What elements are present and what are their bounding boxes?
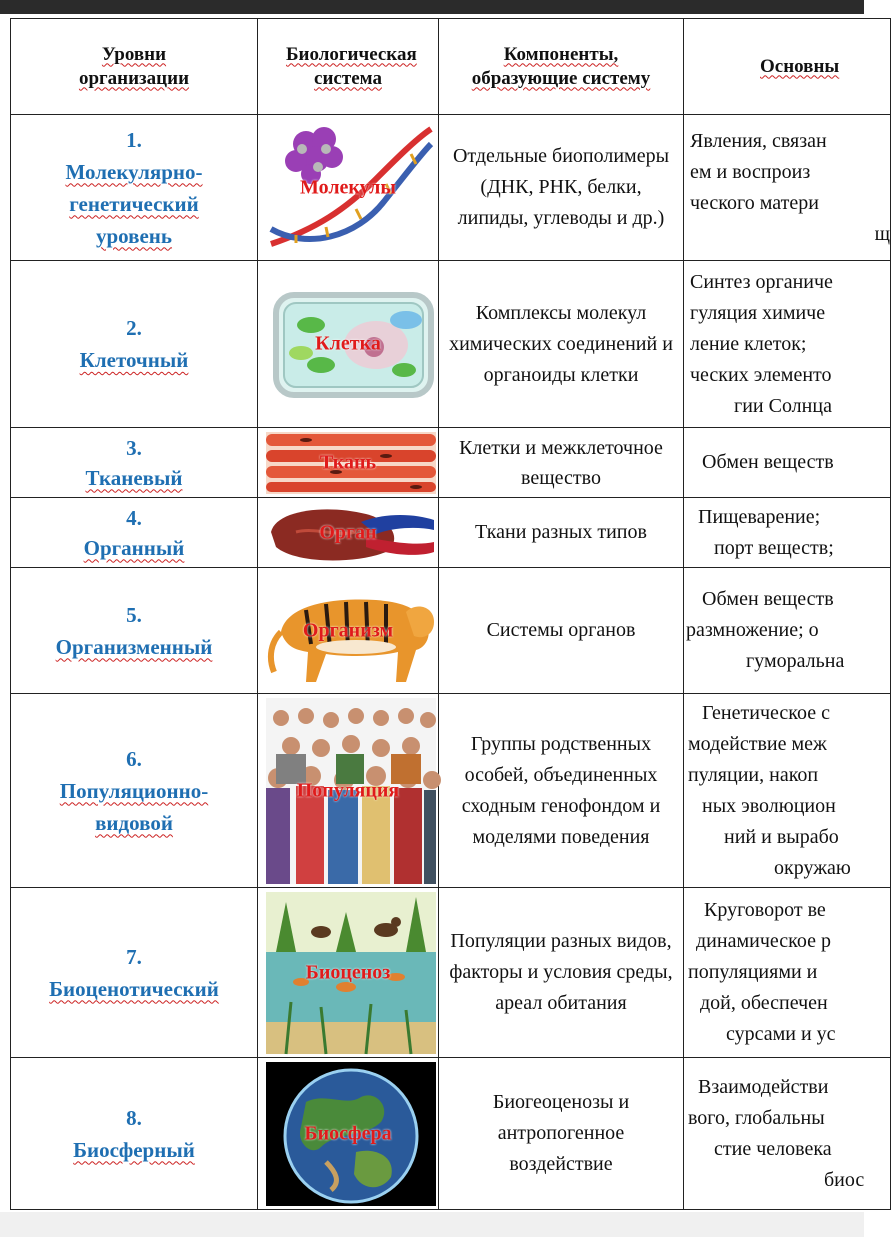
level-cell <box>11 568 258 694</box>
header-system: Биологическая система <box>258 19 439 115</box>
system-image-cell <box>258 694 439 888</box>
process-line: пуляции, накоп <box>688 763 819 786</box>
process-line: динамическое р <box>696 930 831 952</box>
system-image-cell <box>258 428 439 498</box>
process-line: Обмен веществ <box>702 588 834 610</box>
process-line: гуморальна <box>746 650 845 672</box>
table-row <box>11 694 891 888</box>
system-image-cell <box>258 1058 439 1210</box>
processes-cell <box>684 498 891 568</box>
process-line: стие человека <box>714 1137 832 1160</box>
level-number: 5. <box>126 602 142 627</box>
level-name: Клеточный <box>79 348 189 372</box>
level-number: 8. <box>126 1105 142 1130</box>
components-cell: Популяции разных видов, факторы и условия среды, ареал обитания <box>439 888 684 1058</box>
components-cell: Ткани разных типов <box>439 498 684 568</box>
level-name: Организменный <box>55 634 213 659</box>
system-image-cell <box>258 888 439 1058</box>
level-name: Биоценотический <box>49 976 219 1001</box>
processes-cell <box>684 568 891 694</box>
system-image-label: Биоценоз <box>305 961 391 983</box>
system-image-label: Популяция <box>296 779 400 801</box>
system-image-cell <box>258 261 439 428</box>
table-row <box>11 568 891 694</box>
process-line: окружаю <box>774 856 851 879</box>
level-number: 4. <box>126 505 142 530</box>
level-cell <box>11 428 258 498</box>
level-number: 3. <box>126 435 142 460</box>
header-row <box>11 19 891 115</box>
level-name: Биосферный <box>73 1137 195 1162</box>
processes-cell <box>684 428 891 498</box>
processes-cell <box>684 261 891 428</box>
level-name: Тканевый <box>85 465 183 490</box>
process-line: модействие меж <box>688 732 827 755</box>
process-line: Круговорот ве <box>704 899 826 921</box>
level-name: Молекулярно-генетический уровень <box>65 159 203 248</box>
processes-cell <box>684 694 891 888</box>
process-line: ческих элементо <box>690 363 832 386</box>
process-line: размножение; о <box>686 619 819 641</box>
system-image-cell <box>258 115 439 261</box>
level-name: Органный <box>83 535 185 560</box>
process-line: биос <box>824 1168 865 1191</box>
system-image-label: Организм <box>302 619 394 641</box>
header-processes: Основны <box>684 19 891 115</box>
components-cell: Группы родственных особей, объединенных сходным генофондом и моделями поведения <box>439 694 684 888</box>
level-cell <box>11 498 258 568</box>
level-number: 6. <box>126 746 142 771</box>
process-line: Генетическое с <box>702 701 830 724</box>
process-line: Взаимодействи <box>698 1075 829 1098</box>
components-cell: Отдельные биополимеры (ДНК, РНК, белки, липиды, углеводы и др.) <box>439 115 684 261</box>
header-components: Компоненты, образующие систему <box>439 19 684 115</box>
level-cell <box>11 1058 258 1210</box>
level-cell <box>11 888 258 1058</box>
process-line: дой, обеспечен <box>700 992 828 1014</box>
process-line: Явления, связан <box>690 129 827 152</box>
table-row <box>11 261 891 428</box>
process-line: ных эволюцион <box>702 794 836 817</box>
process-line: Пищеварение; <box>698 505 821 528</box>
process-line: ление клеток; <box>690 332 807 355</box>
processes-cell <box>684 1058 891 1210</box>
system-image-label: Ткань <box>319 451 377 473</box>
components-cell: Клетки и межклеточное вещество <box>439 428 684 498</box>
level-cell <box>11 261 258 428</box>
process-line: популяциями и <box>688 961 818 983</box>
level-number: 2. <box>126 316 142 340</box>
process-line: Обмен веществ <box>702 451 834 473</box>
process-line: ческого матери <box>690 191 819 214</box>
process-line: щ <box>874 222 890 245</box>
table-row <box>11 1058 891 1210</box>
level-number: 7. <box>126 944 142 969</box>
process-line: вого, глобальны <box>688 1106 825 1129</box>
components-cell: Биогеоценозы и антропогенное воздействие <box>439 1058 684 1210</box>
process-line: сурсами и ус <box>726 1023 836 1045</box>
top-bar <box>0 0 864 14</box>
process-line: гуляция химиче <box>690 301 826 324</box>
table-row <box>11 888 891 1058</box>
level-cell <box>11 115 258 261</box>
system-image-label: Орган <box>319 521 377 543</box>
process-line: ний и вырабо <box>724 825 839 848</box>
system-image-cell <box>258 498 439 568</box>
system-image-cell <box>258 568 439 694</box>
header-level: Уровни организации <box>11 19 258 115</box>
levels-table <box>10 18 891 1210</box>
table-row <box>11 115 891 261</box>
process-line: Синтез органиче <box>690 270 833 293</box>
system-image-label: Биосфера <box>304 1122 392 1144</box>
components-cell: Системы органов <box>439 568 684 694</box>
process-line: порт веществ; <box>714 536 834 559</box>
process-line: гии Солнца <box>734 394 832 417</box>
level-number: 1. <box>126 127 142 152</box>
processes-cell <box>684 115 891 261</box>
table-row <box>11 498 891 568</box>
processes-cell <box>684 888 891 1058</box>
process-line: ем и воспроиз <box>690 160 811 183</box>
components-cell: Комплексы молекул химических соединений и органоиды клетки <box>439 261 684 428</box>
system-image-label: Молекулы <box>299 176 397 198</box>
level-cell <box>11 694 258 888</box>
system-image-label: Клетка <box>315 332 381 355</box>
level-name: Популяционно-видовой <box>59 778 209 835</box>
bottom-bar <box>0 1212 864 1237</box>
table-row <box>11 428 891 498</box>
